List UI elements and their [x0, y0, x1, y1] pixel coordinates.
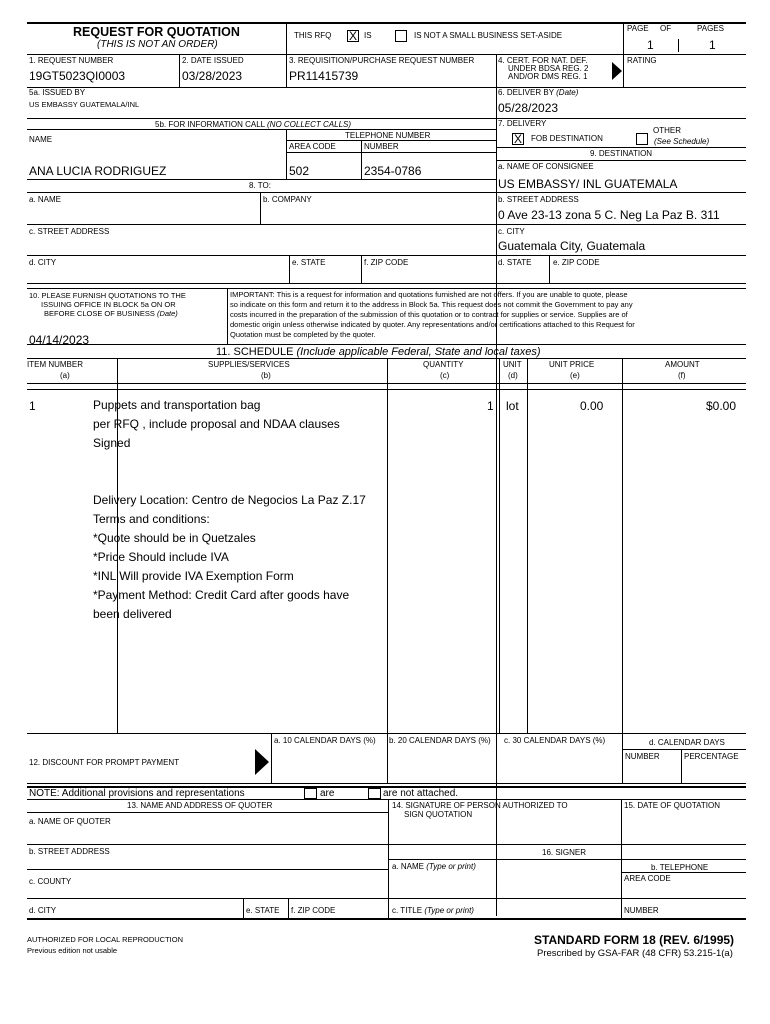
important-line-5: Quotation must be completed by the quoter. — [230, 330, 376, 339]
col-quantity-sub: (c) — [440, 371, 450, 380]
is-checkbox[interactable]: X — [348, 29, 357, 43]
city: Guatemala City, Guatemala — [498, 239, 646, 253]
to-street-label: c. STREET ADDRESS — [29, 227, 110, 236]
discount-label: 12. DISCOUNT FOR PROMPT PAYMENT — [29, 758, 180, 767]
description-line: *Price Should include IVA — [93, 550, 229, 564]
col-unit-price: UNIT PRICE — [549, 360, 595, 369]
description-line: *Payment Method: Credit Card after goods have — [93, 588, 350, 602]
consignee-name: US EMBASSY/ INL GUATEMALA — [498, 177, 678, 191]
destination-label: 9. DESTINATION — [590, 149, 653, 158]
discount-20-days: b. 20 CALENDAR DAYS (%) — [389, 736, 491, 745]
standard-form-number: STANDARD FORM 18 (REV. 6/1995) — [534, 933, 735, 947]
to-company-label: b. COMPANY — [263, 195, 312, 204]
city-label: c. CITY — [498, 227, 525, 236]
this-rfq-label: THIS RFQ — [294, 31, 332, 40]
is-not-checkbox[interactable] — [395, 30, 407, 42]
rfq-form — [27, 22, 746, 962]
dest-zip-label: e. ZIP CODE — [553, 258, 600, 267]
area-code-label: AREA CODE — [289, 142, 336, 151]
is-not-label: IS NOT A SMALL BUSINESS SET-ASIDE — [414, 31, 563, 40]
page-label: PAGE — [627, 24, 649, 33]
date-of-quotation-label: 15. DATE OF QUOTATION — [624, 801, 721, 810]
discount-calendar-days: d. CALENDAR DAYS — [649, 738, 725, 747]
date-issued-label: 2. DATE ISSUED — [182, 56, 244, 65]
form-title: REQUEST FOR QUOTATION — [73, 25, 240, 39]
quoter-zip-label: f. ZIP CODE — [291, 906, 336, 915]
description-line: *Quote should be in Quetzales — [93, 531, 256, 545]
to-city-label: d. CITY — [29, 258, 57, 267]
furnish-line2: ISSUING OFFICE IN BLOCK 5a ON OR — [41, 300, 176, 309]
consignee-label: a. NAME OF CONSIGNEE — [498, 162, 594, 171]
discount-30-days: c. 30 CALENDAR DAYS (%) — [504, 736, 606, 745]
quoter-state-label: e. STATE — [246, 906, 280, 915]
to-state-label: e. STATE — [292, 258, 326, 267]
request-number: 19GT5023QI0003 — [29, 69, 126, 83]
pages-count: 1 — [709, 38, 716, 52]
form-subtitle: (THIS IS NOT AN ORDER) — [97, 39, 218, 50]
dest-state-label: d. STATE — [498, 258, 532, 267]
col-supplies-sub: (b) — [261, 371, 271, 380]
quotation-due-date: 04/14/2023 — [29, 333, 90, 347]
quoter-street-label: b. STREET ADDRESS — [29, 847, 110, 856]
col-unit: UNIT — [503, 360, 522, 369]
fob-destination-label: FOB DESTINATION — [531, 134, 603, 143]
description-line: been delivered — [93, 607, 172, 621]
cert-line3: AND/OR DMS REG. 1 — [508, 72, 588, 81]
are-label: are — [320, 788, 335, 799]
is-label: IS — [364, 31, 372, 40]
important-line-2: so indicate on this form and return it to the address in Block 5a. This request does not commit the Government to pay any — [230, 300, 633, 309]
col-amount: AMOUNT — [665, 360, 700, 369]
description-line: *INL Will provide IVA Exemption Form — [93, 569, 294, 583]
street-address: 0 Ave 23-13 zona 5 C. Neg La Paz B. 311 — [498, 208, 720, 222]
col-unit-price-sub: (e) — [570, 371, 580, 380]
page-number: 1 — [647, 38, 654, 52]
street-address-label: b. STREET ADDRESS — [498, 195, 579, 204]
phone-number: 2354-0786 — [364, 164, 422, 178]
delivery-label: 7. DELIVERY — [498, 119, 547, 128]
signer-title-label: c. TITLE (Type or print) — [392, 906, 474, 915]
info-call-label: 5b. FOR INFORMATION CALL (NO COLLECT CALLS) — [155, 120, 352, 129]
to-label: 8. TO: — [249, 181, 271, 190]
quoter-name-label: a. NAME OF QUOTER — [29, 817, 111, 826]
previous-edition: Previous edition not usable — [27, 946, 118, 955]
col-supplies: SUPPLIES/SERVICES — [208, 360, 290, 369]
description-line: per RFQ , include proposal and NDAA clauses — [93, 417, 340, 431]
area-code: 502 — [289, 164, 310, 178]
important-line-1: IMPORTANT: This is a request for information and quotations furnished are not offers. If you are unable to quote, please — [230, 290, 628, 299]
issued-by-label: 5a. ISSUED BY — [29, 88, 86, 97]
pages-label: PAGES — [697, 24, 724, 33]
are-checkbox[interactable] — [304, 788, 317, 799]
arrow-icon — [255, 749, 269, 775]
deliver-by-date: 05/28/2023 — [498, 101, 559, 115]
important-line-3: costs incurred in the preparation of the submission of this quotation or to contract for supplies or service. Supplies are of — [230, 310, 628, 319]
col-amount-sub: (f) — [678, 371, 686, 380]
signer-area-code-label: AREA CODE — [624, 874, 671, 883]
requisition-label: 3. REQUISITION/PURCHASE REQUEST NUMBER — [289, 56, 475, 65]
signer-name-label: a. NAME (Type or print) — [392, 862, 476, 871]
furnish-label: 10. PLEASE FURNISH QUOTATIONS TO THE — [29, 291, 186, 300]
authorized-reproduction: AUTHORIZED FOR LOCAL REPRODUCTION — [27, 935, 183, 944]
request-number-label: 1. REQUEST NUMBER — [29, 56, 114, 65]
other-checkbox[interactable] — [636, 133, 648, 145]
signer-label: 16. SIGNER — [542, 848, 587, 857]
description-line: Terms and conditions: — [93, 512, 210, 526]
contact-name: ANA LUCIA RODRIGUEZ — [29, 164, 167, 178]
arrow-icon — [612, 62, 622, 80]
requisition-number: PR11415739 — [289, 69, 359, 83]
discount-percentage-label: PERCENTAGE — [684, 752, 739, 761]
other-label: OTHER — [653, 126, 681, 135]
item-quantity: 1 — [487, 399, 494, 413]
signer-telephone-label: b. TELEPHONE — [651, 863, 709, 872]
date-issued: 03/28/2023 — [182, 69, 243, 83]
important-line-4: domestic origin unless otherwise indicated by quoter. Any representations and/or certifications attached to this Request for — [230, 320, 635, 329]
telephone-label: TELEPHONE NUMBER — [345, 131, 431, 140]
discount-10-days: a. 10 CALENDAR DAYS (%) — [274, 736, 376, 745]
are-not-checkbox[interactable] — [368, 788, 381, 799]
signature-label: 14. SIGNATURE OF PERSON AUTHORIZED TO — [392, 801, 568, 810]
description-line: Signed — [93, 436, 131, 450]
see-schedule-label: (See Schedule) — [654, 137, 710, 146]
item-number: 1 — [29, 399, 36, 413]
col-item-number: ITEM NUMBER — [27, 360, 83, 369]
description-line: Delivery Location: Centro de Negocios La Paz Z.17 — [93, 493, 366, 507]
note-text: NOTE: Additional provisions and representations — [29, 788, 245, 799]
to-name-label: a. NAME — [29, 195, 62, 204]
description-line: Puppets and transportation bag — [93, 398, 261, 412]
quoter-city-label: d. CITY — [29, 906, 57, 915]
name-label: NAME — [29, 135, 53, 144]
col-quantity: QUANTITY — [423, 360, 464, 369]
signature-line2: SIGN QUOTATION — [404, 810, 473, 819]
cert-label: 4. CERT. FOR NAT. DEF. — [498, 56, 588, 65]
to-zip-label: f. ZIP CODE — [364, 258, 409, 267]
item-unit-price: 0.00 — [580, 399, 604, 413]
col-unit-sub: (d) — [508, 371, 518, 380]
are-not-label: are not attached. — [383, 788, 459, 799]
item-amount: $0.00 — [706, 399, 737, 413]
fob-destination-checkbox[interactable]: X — [513, 132, 522, 146]
furnish-line3: BEFORE CLOSE OF BUSINESS (Date) — [44, 309, 178, 318]
prescribed-by: Prescribed by GSA-FAR (48 CFR) 53.215-1(a) — [537, 948, 733, 959]
quoter-address-label: 13. NAME AND ADDRESS OF QUOTER — [127, 801, 273, 810]
of-label: OF — [660, 24, 672, 33]
quoter-county-label: c. COUNTY — [29, 877, 72, 886]
item-unit: lot — [506, 399, 519, 413]
number-label: NUMBER — [364, 142, 399, 151]
issued-by: US EMBASSY GUATEMALA/INL — [29, 100, 140, 109]
deliver-by-label: 6. DELIVER BY (Date) — [498, 88, 579, 97]
schedule-title: 11. SCHEDULE (Include applicable Federal, State and local taxes) — [216, 346, 541, 358]
discount-number-label: NUMBER — [625, 752, 660, 761]
cert-line2: UNDER BDSA REG. 2 — [508, 64, 589, 73]
col-item-sub: (a) — [60, 371, 70, 380]
rating-label: RATING — [627, 56, 657, 65]
signer-number-label: NUMBER — [624, 906, 659, 915]
